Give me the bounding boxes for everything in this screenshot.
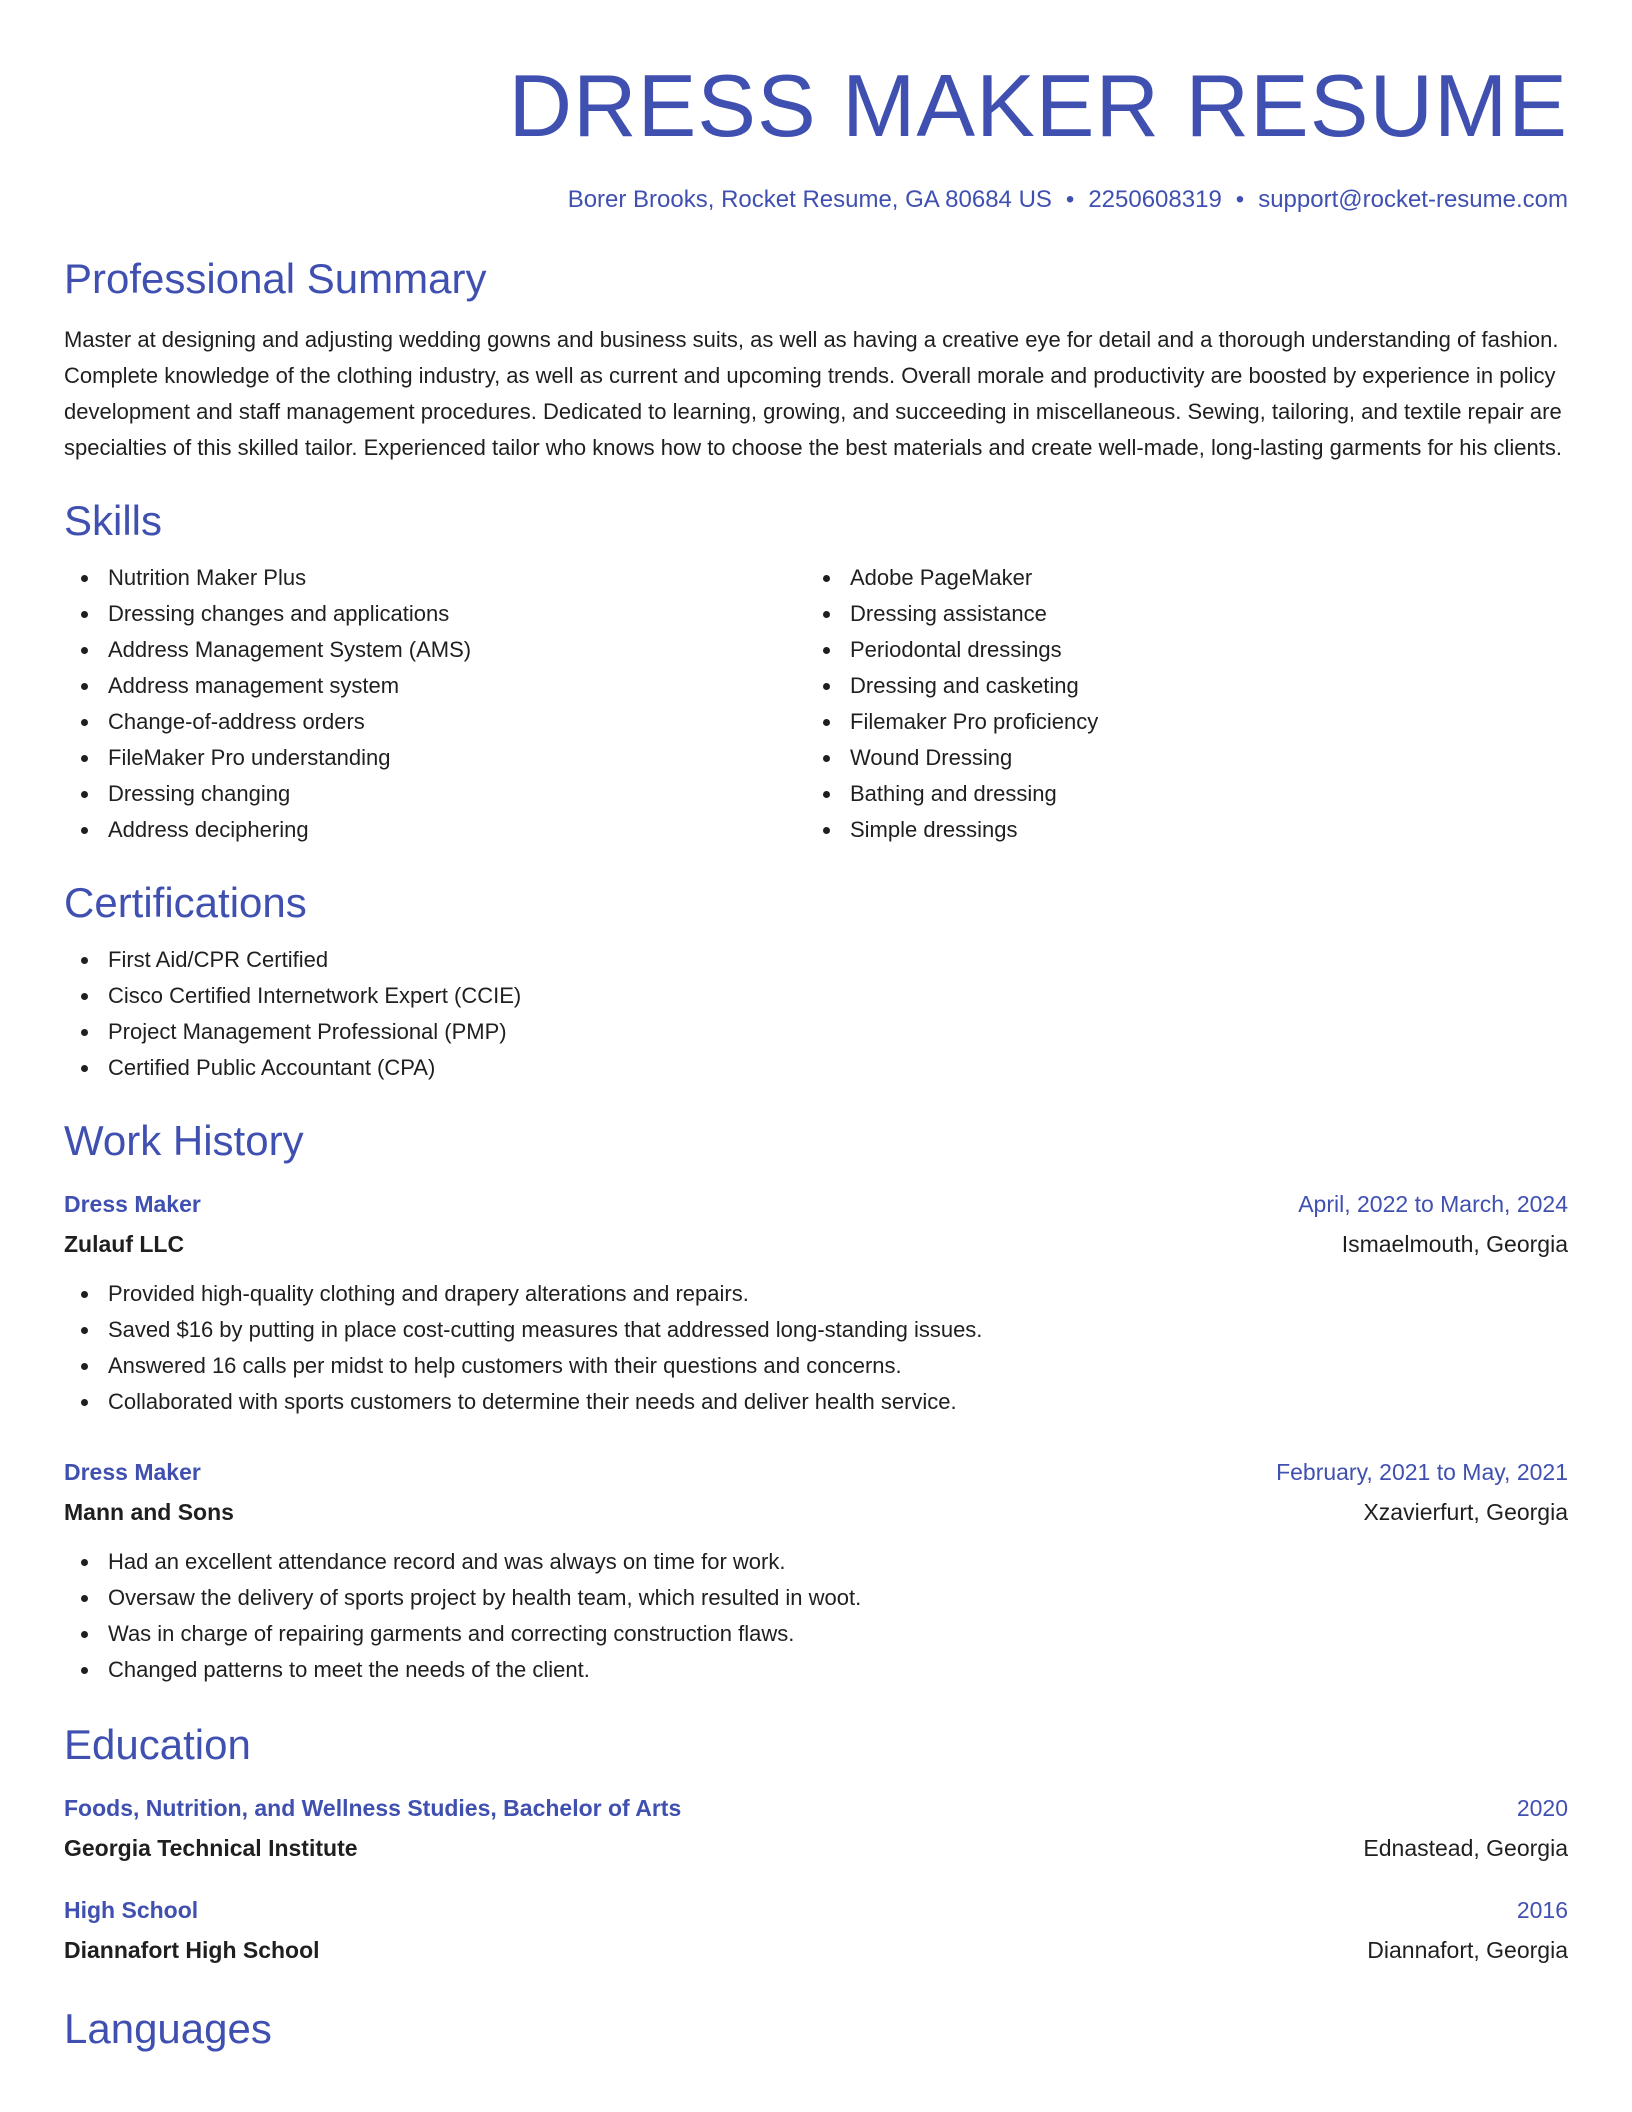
skill-item: Dressing changing bbox=[64, 776, 806, 812]
skills-list-left bbox=[64, 560, 806, 848]
skill-item: Dressing assistance bbox=[806, 596, 1548, 632]
summary-text: Master at designing and adjusting wedding gowns and business suits, as well as having a creative eye for detail and a thorough understanding of fashion. Complete knowledge of the clothing industry, as well as current and upcoming trends. Overall morale and productivity are boosted by experience in policy development and staff management procedures. Dedicated to learning, growing, and succeeding in miscellaneous. Sewing, tailoring, and textile repair are specialties of this skilled tailor. Experienced tailor who knows how to choose the best materials and create well-made, long-lasting garments for his clients. bbox=[64, 327, 1562, 460]
job-duties-list bbox=[64, 1276, 1568, 1420]
skill-item: Change-of-address orders bbox=[64, 704, 806, 740]
job-location: Xzavierfurt, Georgia bbox=[1363, 1499, 1568, 1525]
skill-item: Address management system bbox=[64, 668, 806, 704]
job-location: Ismaelmouth, Georgia bbox=[1341, 1231, 1568, 1257]
job-role: Dress Maker bbox=[64, 1459, 201, 1485]
skills-list-right bbox=[806, 560, 1548, 848]
job-duty: Was in charge of repairing garments and correcting construction flaws. bbox=[64, 1616, 1568, 1652]
job-role: Dress Maker bbox=[64, 1191, 201, 1217]
certifications-heading: Certifications bbox=[64, 879, 307, 926]
skill-item: Wound Dressing bbox=[806, 740, 1548, 776]
education-school-row bbox=[64, 1930, 1568, 1970]
education-school: Georgia Technical Institute bbox=[64, 1835, 358, 1861]
work-history-heading: Work History bbox=[64, 1117, 304, 1164]
education-heading: Education bbox=[64, 1721, 251, 1768]
education-degree-row bbox=[64, 1788, 1568, 1828]
job-duty: Saved $16 by putting in place cost-cutting measures that addressed long-standing issues. bbox=[64, 1312, 1568, 1348]
job-title-row bbox=[64, 1184, 1568, 1224]
contact-separator: • bbox=[1235, 186, 1245, 213]
education-year: 2020 bbox=[1516, 1795, 1568, 1821]
skill-item: Filemaker Pro proficiency bbox=[806, 704, 1548, 740]
contact-email[interactable]: support@rocket-resume.com bbox=[1258, 186, 1568, 213]
job-duty: Oversaw the delivery of sports project by health team, which resulted in woot. bbox=[64, 1580, 1568, 1616]
skill-item: Dressing changes and applications bbox=[64, 596, 806, 632]
skills-heading: Skills bbox=[64, 497, 163, 544]
languages-heading: Languages bbox=[64, 2005, 272, 2052]
certification-item: Certified Public Accountant (CPA) bbox=[64, 1050, 1568, 1086]
job-duty: Provided high-quality clothing and drapery alterations and repairs. bbox=[64, 1276, 1568, 1312]
contact-phone: 2250608319 bbox=[1088, 186, 1222, 213]
education-location: Ednastead, Georgia bbox=[1363, 1835, 1568, 1861]
education-entry bbox=[64, 1890, 1568, 1970]
certification-item: First Aid/CPR Certified bbox=[64, 942, 1568, 978]
job-entry bbox=[64, 1452, 1568, 1688]
job-company: Mann and Sons bbox=[64, 1499, 234, 1525]
job-dates: February, 2021 to May, 2021 bbox=[1276, 1459, 1568, 1485]
skills-columns bbox=[64, 560, 1568, 848]
skill-item: Dressing and casketing bbox=[806, 668, 1548, 704]
education-entry bbox=[64, 1788, 1568, 1868]
contact-separator: • bbox=[1065, 186, 1075, 213]
job-duty: Changed patterns to meet the needs of the client. bbox=[64, 1652, 1568, 1688]
summary-heading: Professional Summary bbox=[64, 255, 487, 302]
contact-address: Borer Brooks, Rocket Resume, GA 80684 US bbox=[567, 186, 1052, 213]
skill-item: Simple dressings bbox=[806, 812, 1548, 848]
certification-item: Project Management Professional (PMP) bbox=[64, 1014, 1568, 1050]
skill-item: FileMaker Pro understanding bbox=[64, 740, 806, 776]
skills-column-right bbox=[806, 560, 1548, 848]
resume-title: DRESS MAKER RESUME bbox=[508, 56, 1568, 155]
education-degree: Foods, Nutrition, and Wellness Studies, Bachelor of Arts bbox=[64, 1795, 682, 1821]
skill-item: Periodontal dressings bbox=[806, 632, 1548, 668]
contact-line bbox=[64, 184, 1568, 216]
education-school-row bbox=[64, 1828, 1568, 1868]
education-year: 2016 bbox=[1516, 1897, 1568, 1923]
skill-item: Address Management System (AMS) bbox=[64, 632, 806, 668]
certification-item: Cisco Certified Internetwork Expert (CCIE) bbox=[64, 978, 1568, 1014]
job-duty: Collaborated with sports customers to determine their needs and deliver health service. bbox=[64, 1384, 1568, 1420]
certifications-list bbox=[64, 942, 1568, 1086]
skill-item: Address deciphering bbox=[64, 812, 806, 848]
education-location: Diannafort, Georgia bbox=[1367, 1937, 1568, 1963]
education-degree: High School bbox=[64, 1897, 199, 1923]
skill-item: Bathing and dressing bbox=[806, 776, 1548, 812]
job-dates: April, 2022 to March, 2024 bbox=[1298, 1191, 1568, 1217]
job-company-row bbox=[64, 1224, 1568, 1264]
job-company: Zulauf LLC bbox=[64, 1231, 185, 1257]
education-school: Diannafort High School bbox=[64, 1937, 320, 1963]
resume-header bbox=[64, 54, 1568, 216]
job-duty: Answered 16 calls per midst to help customers with their questions and concerns. bbox=[64, 1348, 1568, 1384]
job-entry bbox=[64, 1184, 1568, 1420]
job-duty: Had an excellent attendance record and was always on time for work. bbox=[64, 1544, 1568, 1580]
skill-item: Nutrition Maker Plus bbox=[64, 560, 806, 596]
skill-item: Adobe PageMaker bbox=[806, 560, 1548, 596]
job-duties-list bbox=[64, 1544, 1568, 1688]
job-title-row bbox=[64, 1452, 1568, 1492]
skills-column-left bbox=[64, 560, 806, 848]
education-degree-row bbox=[64, 1890, 1568, 1930]
job-company-row bbox=[64, 1492, 1568, 1532]
